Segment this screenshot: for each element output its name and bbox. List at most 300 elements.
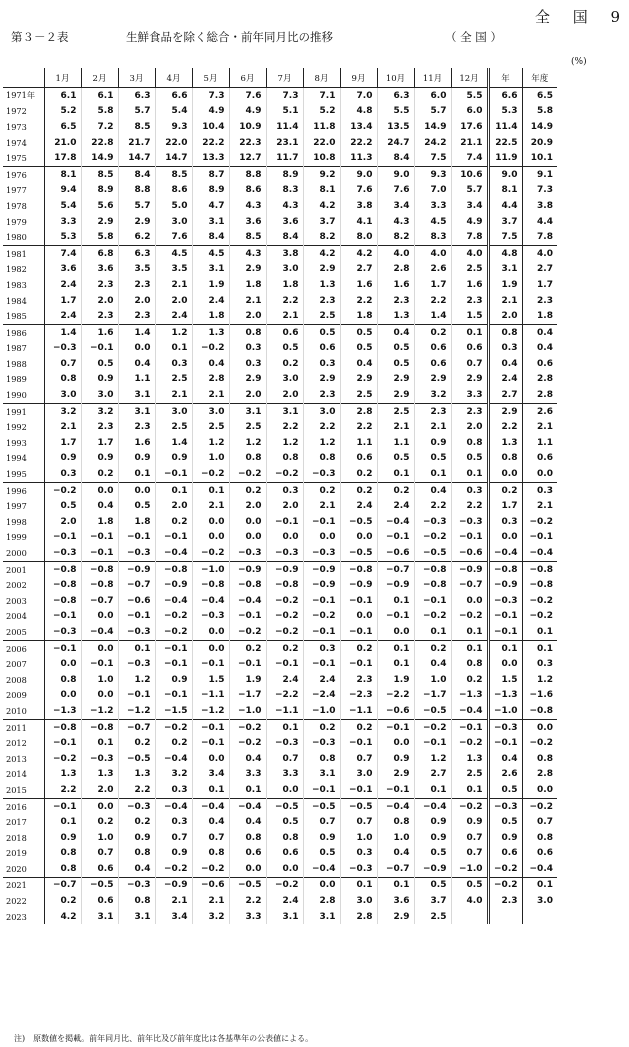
table-cell: 6.1 <box>81 88 118 104</box>
table-cell: 4.0 <box>377 245 414 261</box>
table-cell: −0.2 <box>414 530 451 546</box>
table-cell: 8.4 <box>192 229 229 245</box>
table-cell: 0.5 <box>488 782 522 798</box>
table-cell: 1.2 <box>229 435 266 451</box>
table-body <box>3 88 557 925</box>
table-cell: 3.7 <box>303 214 340 230</box>
header-year <box>3 68 44 88</box>
row-year: 1988 <box>3 356 44 372</box>
table-cell: 11.8 <box>303 119 340 135</box>
table-cell: 0.0 <box>81 798 118 814</box>
table-cell: 3.6 <box>81 262 118 278</box>
table-row <box>3 372 557 388</box>
table-cell: 0.0 <box>81 609 118 625</box>
table-cell: 2.0 <box>155 293 192 309</box>
table-cell: −0.8 <box>192 577 229 593</box>
table-cell: 0.2 <box>414 324 451 340</box>
table-cell: −0.3 <box>53 626 77 637</box>
table-cell: −0.1 <box>229 656 266 672</box>
table-cell: 9.3 <box>414 166 451 182</box>
row-year: 2010 <box>3 703 44 719</box>
table-cell: 4.0 <box>522 245 557 261</box>
table-cell: 0.2 <box>118 814 155 830</box>
table-cell: 0.7 <box>451 830 488 846</box>
table-cell: 0.0 <box>229 514 266 530</box>
table-row <box>3 893 557 909</box>
footnote: 注) 原数値を掲載。前年同月比、前年比及び前年度比は各基準年の公表値による。 <box>14 1034 314 1043</box>
table-cell: −0.7 <box>118 577 155 593</box>
table-cell: 0.6 <box>266 324 303 340</box>
table-cell: 2.2 <box>340 293 377 309</box>
table-row <box>3 767 557 783</box>
table-cell: 1.4 <box>155 435 192 451</box>
table-cell: 7.3 <box>522 183 557 199</box>
table-title: 生鮮食品を除く総合・前年同月比の推移 <box>126 30 333 44</box>
table-cell: 2.3 <box>522 293 557 309</box>
table-cell: 4.8 <box>340 104 377 120</box>
table-row <box>3 593 557 609</box>
table-cell: −0.9 <box>488 577 522 593</box>
header-col: 3月 <box>118 68 155 88</box>
table-cell: 1.8 <box>340 308 377 324</box>
table-cell: 0.7 <box>451 846 488 862</box>
table-cell: 2.6 <box>488 767 522 783</box>
row-year: 2006 <box>3 640 44 656</box>
table-row <box>3 183 557 199</box>
table-cell: −0.1 <box>340 656 377 672</box>
table-cell: 0.2 <box>60 896 77 907</box>
table-cell: 7.1 <box>303 88 340 104</box>
table-cell: −0.1 <box>340 593 377 609</box>
scope-label: （ 全 国 ） <box>445 30 502 44</box>
table-row <box>3 656 557 672</box>
table-cell: 8.5 <box>229 229 266 245</box>
table-cell: −0.4 <box>155 751 192 767</box>
table-cell: 7.6 <box>155 229 192 245</box>
table-cell: −0.2 <box>522 609 557 625</box>
table-cell: −2.2 <box>266 688 303 704</box>
table-cell: 1.4 <box>44 324 81 340</box>
table-cell: 2.5 <box>303 308 340 324</box>
table-cell: 8.1 <box>488 183 522 199</box>
table-cell: 3.1 <box>118 403 155 419</box>
table-cell: 1.7 <box>522 277 557 293</box>
row-year: 1972 <box>3 104 44 120</box>
table-cell: 10.4 <box>192 119 229 135</box>
table-cell: −0.8 <box>155 561 192 577</box>
table-row <box>3 419 557 435</box>
table-cell: 2.6 <box>522 403 557 419</box>
table-cell: −0.5 <box>118 751 155 767</box>
table-cell: −0.2 <box>155 719 192 735</box>
table-cell: −1.6 <box>522 688 557 704</box>
table-cell: 6.8 <box>81 245 118 261</box>
table-cell: 1.9 <box>488 277 522 293</box>
table-cell: 0.3 <box>303 356 340 372</box>
table-cell: −0.3 <box>118 656 155 672</box>
table-cell: 0.1 <box>451 324 488 340</box>
table-cell: 3.4 <box>377 198 414 214</box>
table-cell: −0.8 <box>522 577 557 593</box>
table-cell: −1.0 <box>229 703 266 719</box>
table-cell: −0.1 <box>192 719 229 735</box>
table-cell: 8.2 <box>303 229 340 245</box>
table-cell: 1.8 <box>266 277 303 293</box>
table-cell: 1.6 <box>118 435 155 451</box>
table-cell: 1.9 <box>229 672 266 688</box>
table-cell: 13.5 <box>377 119 414 135</box>
table-cell: 1.3 <box>60 769 77 780</box>
table-cell: 0.4 <box>522 341 557 357</box>
table-cell: 2.8 <box>377 262 414 278</box>
table-cell: 2.4 <box>60 311 77 322</box>
table-cell: 2.3 <box>414 403 451 419</box>
table-cell: 0.4 <box>414 656 451 672</box>
table-cell: 0.4 <box>229 814 266 830</box>
table-cell: 3.0 <box>60 390 77 401</box>
table-cell: −0.1 <box>451 530 488 546</box>
table-cell: −1.0 <box>488 703 522 719</box>
table-row <box>3 909 557 925</box>
table-cell: 0.9 <box>488 830 522 846</box>
table-cell: −0.3 <box>118 798 155 814</box>
table-cell: 0.3 <box>340 846 377 862</box>
table-cell: 2.8 <box>522 387 557 403</box>
table-cell: 0.2 <box>303 719 340 735</box>
table-row <box>3 798 557 814</box>
table-cell: 0.3 <box>229 356 266 372</box>
table-cell: 0.3 <box>266 482 303 498</box>
table-cell: −0.4 <box>155 545 192 561</box>
table-cell: 8.1 <box>303 183 340 199</box>
table-cell: 0.6 <box>229 846 266 862</box>
table-cell: −0.3 <box>303 466 340 482</box>
table-cell: −0.4 <box>229 593 266 609</box>
header-col: 7月 <box>266 68 303 88</box>
table-cell: 0.4 <box>340 356 377 372</box>
table-cell: 0.2 <box>414 640 451 656</box>
table-cell: 1.0 <box>192 451 229 467</box>
row-year: 1975 <box>3 150 44 166</box>
table-cell: 0.2 <box>340 482 377 498</box>
table-cell: 0.2 <box>229 640 266 656</box>
table-cell: 0.6 <box>414 341 451 357</box>
table-cell: 9.0 <box>377 166 414 182</box>
table-row <box>3 119 557 135</box>
table-cell: −0.1 <box>155 640 192 656</box>
table-cell: 4.2 <box>303 198 340 214</box>
table-cell: −0.6 <box>192 877 229 893</box>
table-cell: 22.0 <box>155 135 192 151</box>
table-cell: −0.8 <box>266 577 303 593</box>
table-cell: 0.4 <box>377 324 414 340</box>
table-cell: 0.7 <box>60 358 77 369</box>
table-cell: 2.9 <box>303 372 340 388</box>
table-cell: 0.5 <box>377 341 414 357</box>
table-cell: 2.3 <box>81 419 118 435</box>
table-cell: −2.4 <box>303 688 340 704</box>
row-year: 1986 <box>3 324 44 340</box>
table-cell: 1.8 <box>192 308 229 324</box>
table-cell: 3.2 <box>44 403 81 419</box>
table-cell: 0.1 <box>377 656 414 672</box>
table-cell: 0.0 <box>303 530 340 546</box>
table-cell: 0.5 <box>266 814 303 830</box>
table-row <box>3 877 557 893</box>
table-cell: 0.2 <box>488 482 522 498</box>
table-cell: 0.8 <box>229 324 266 340</box>
table-cell: −0.1 <box>303 656 340 672</box>
table-cell: 2.7 <box>414 767 451 783</box>
table-cell: 0.4 <box>229 751 266 767</box>
table-cell: 3.0 <box>155 403 192 419</box>
table-cell: −0.9 <box>377 577 414 593</box>
table-cell: 4.3 <box>229 198 266 214</box>
table-cell: 2.0 <box>451 419 488 435</box>
table-cell: −0.6 <box>377 703 414 719</box>
row-year: 1997 <box>3 498 44 514</box>
table-cell: 6.3 <box>118 88 155 104</box>
table-cell: −0.5 <box>414 703 451 719</box>
table-cell: 8.3 <box>266 183 303 199</box>
table-cell: −0.1 <box>303 624 340 640</box>
table-cell: 9.3 <box>155 119 192 135</box>
table-cell: 1.3 <box>81 767 118 783</box>
header-col: 12月 <box>451 68 488 88</box>
table-cell: 2.1 <box>303 498 340 514</box>
row-year: 2008 <box>3 672 44 688</box>
table-cell: 2.3 <box>81 277 118 293</box>
table-cell: 0.2 <box>340 640 377 656</box>
table-cell: 2.1 <box>522 419 557 435</box>
table-cell: −0.2 <box>488 877 522 893</box>
row-year: 1984 <box>3 293 44 309</box>
table-cell: 2.4 <box>60 279 77 290</box>
table-cell: 2.0 <box>155 498 192 514</box>
table-cell: 2.1 <box>192 893 229 909</box>
table-row <box>3 514 557 530</box>
table-cell: 0.3 <box>303 640 340 656</box>
table-cell: 5.2 <box>303 104 340 120</box>
table-cell: 21.1 <box>451 135 488 151</box>
table-cell: 1.0 <box>81 830 118 846</box>
table-cell: 0.9 <box>81 372 118 388</box>
table-cell: 2.8 <box>340 909 377 925</box>
table-cell: 1.5 <box>451 308 488 324</box>
table-cell: 1.3 <box>488 435 522 451</box>
table-cell: 1.0 <box>414 672 451 688</box>
table-cell: −0.2 <box>414 609 451 625</box>
table-cell: 24.2 <box>414 135 451 151</box>
table-cell: 5.7 <box>451 183 488 199</box>
table-cell: 1.7 <box>488 498 522 514</box>
table-row <box>3 262 557 278</box>
row-year: 1999 <box>3 530 44 546</box>
table-cell: 0.1 <box>60 817 77 828</box>
table-cell: 8.6 <box>155 183 192 199</box>
table-cell: 1.7 <box>60 295 77 306</box>
table-cell: 0.4 <box>81 498 118 514</box>
table-cell: 2.4 <box>488 372 522 388</box>
table-cell: 0.3 <box>155 356 192 372</box>
table-cell: −0.1 <box>414 735 451 751</box>
table-row <box>3 293 557 309</box>
table-cell: 0.1 <box>414 466 451 482</box>
table-cell: 2.2 <box>340 419 377 435</box>
header-col: 年 <box>488 68 522 88</box>
table-cell: −0.1 <box>377 609 414 625</box>
table-cell: 0.9 <box>118 451 155 467</box>
table-cell: 2.5 <box>155 419 192 435</box>
table-cell: −0.8 <box>44 719 81 735</box>
table-cell: 2.1 <box>192 387 229 403</box>
table-cell: 1.5 <box>488 672 522 688</box>
table-cell: −0.1 <box>340 782 377 798</box>
table-cell: 0.6 <box>522 356 557 372</box>
table-cell: 3.3 <box>60 216 77 227</box>
table-cell: 4.9 <box>192 104 229 120</box>
table-cell: 3.0 <box>303 403 340 419</box>
table-cell: 2.8 <box>522 372 557 388</box>
table-cell: 0.9 <box>60 453 77 464</box>
table-cell: 5.7 <box>118 104 155 120</box>
row-year: 1980 <box>3 229 44 245</box>
table-cell: 2.9 <box>340 372 377 388</box>
table-cell: 0.0 <box>522 782 557 798</box>
table-cell: −0.2 <box>192 545 229 561</box>
table-cell: 5.8 <box>81 104 118 120</box>
table-cell: −0.1 <box>155 466 192 482</box>
table-cell: −0.2 <box>155 861 192 877</box>
table-cell: −0.2 <box>155 609 192 625</box>
table-cell: 4.4 <box>488 198 522 214</box>
table-cell: −0.1 <box>118 688 155 704</box>
table-cell: 1.3 <box>303 277 340 293</box>
table-cell: 1.6 <box>451 277 488 293</box>
table-cell: 4.9 <box>451 214 488 230</box>
table-cell: 3.0 <box>340 767 377 783</box>
row-year: 2018 <box>3 830 44 846</box>
table-cell: 2.1 <box>377 419 414 435</box>
table-cell: 9.1 <box>522 166 557 182</box>
row-year: 1979 <box>3 214 44 230</box>
table-cell: 2.1 <box>522 498 557 514</box>
table-cell: 2.8 <box>303 893 340 909</box>
table-cell: 0.6 <box>340 451 377 467</box>
table-cell: 0.7 <box>451 356 488 372</box>
table-cell: 8.9 <box>81 183 118 199</box>
table-cell: −0.4 <box>488 545 522 561</box>
table-cell: 3.4 <box>192 767 229 783</box>
table-cell: −0.1 <box>377 782 414 798</box>
table-cell: 0.2 <box>303 482 340 498</box>
table-cell: 4.2 <box>340 245 377 261</box>
table-cell: 4.2 <box>303 245 340 261</box>
table-cell: 2.3 <box>303 293 340 309</box>
table-cell: 9.0 <box>488 166 522 182</box>
table-cell: 3.1 <box>118 909 155 925</box>
table-cell: 3.4 <box>155 909 192 925</box>
table-cell: 0.2 <box>340 719 377 735</box>
table-cell: 0.9 <box>414 435 451 451</box>
table-cell: 0.9 <box>377 751 414 767</box>
table-cell: 1.3 <box>451 751 488 767</box>
table-row <box>3 561 557 577</box>
table-cell: 14.7 <box>118 150 155 166</box>
table-cell: −0.8 <box>81 577 118 593</box>
table-cell: 1.8 <box>81 514 118 530</box>
table-row <box>3 198 557 214</box>
table-cell: 0.3 <box>229 341 266 357</box>
table-cell: 0.1 <box>340 877 377 893</box>
table-cell: −0.5 <box>303 798 340 814</box>
table-cell: 3.2 <box>192 909 229 925</box>
table-cell: 0.2 <box>266 356 303 372</box>
table-cell: 4.5 <box>155 245 192 261</box>
table-cell: −0.1 <box>53 611 77 622</box>
table-cell: −1.1 <box>192 688 229 704</box>
table-cell: −0.1 <box>192 735 229 751</box>
table-cell: −1.3 <box>53 705 77 716</box>
table-cell: −0.1 <box>377 530 414 546</box>
table-cell: 0.7 <box>522 814 557 830</box>
table-cell: 2.4 <box>340 498 377 514</box>
table-cell: 0.0 <box>488 656 522 672</box>
table-cell: 3.1 <box>81 909 118 925</box>
table-cell: 1.5 <box>192 672 229 688</box>
table-cell: 1.6 <box>340 277 377 293</box>
table-cell: 2.3 <box>451 403 488 419</box>
table-cell: 1.8 <box>118 514 155 530</box>
table-row <box>3 482 557 498</box>
table-cell: −0.7 <box>377 861 414 877</box>
table-cell: 0.2 <box>155 735 192 751</box>
table-cell: −0.2 <box>229 735 266 751</box>
table-cell: 2.5 <box>340 387 377 403</box>
table-cell: 2.3 <box>303 387 340 403</box>
table-cell: 3.6 <box>266 214 303 230</box>
table-cell: −0.8 <box>81 719 118 735</box>
table-cell: 0.3 <box>60 469 77 480</box>
table-cell: 0.1 <box>522 624 557 640</box>
table-cell: 24.7 <box>377 135 414 151</box>
table-cell: −0.6 <box>377 545 414 561</box>
table-cell: −0.8 <box>229 577 266 593</box>
table-cell: 0.4 <box>118 356 155 372</box>
table-cell: 0.2 <box>340 466 377 482</box>
table-cell: 1.2 <box>266 435 303 451</box>
table-cell: −0.4 <box>155 593 192 609</box>
table-cell: 8.9 <box>266 166 303 182</box>
table-cell: 3.0 <box>266 372 303 388</box>
table-cell: 0.4 <box>377 846 414 862</box>
table-cell: 0.2 <box>81 814 118 830</box>
table-cell: −0.4 <box>155 798 192 814</box>
table-cell: 0.4 <box>488 356 522 372</box>
table-cell: 0.1 <box>414 624 451 640</box>
table-cell: −0.1 <box>303 514 340 530</box>
table-cell: 0.3 <box>522 656 557 672</box>
table-row <box>3 830 557 846</box>
row-year: 2007 <box>3 656 44 672</box>
table-cell: 4.7 <box>192 198 229 214</box>
table-cell: −0.4 <box>192 593 229 609</box>
table-cell: −2.3 <box>340 688 377 704</box>
table-cell: −0.1 <box>377 719 414 735</box>
table-cell: 11.4 <box>266 119 303 135</box>
table-cell: −0.1 <box>522 530 557 546</box>
table-cell: 0.1 <box>377 877 414 893</box>
